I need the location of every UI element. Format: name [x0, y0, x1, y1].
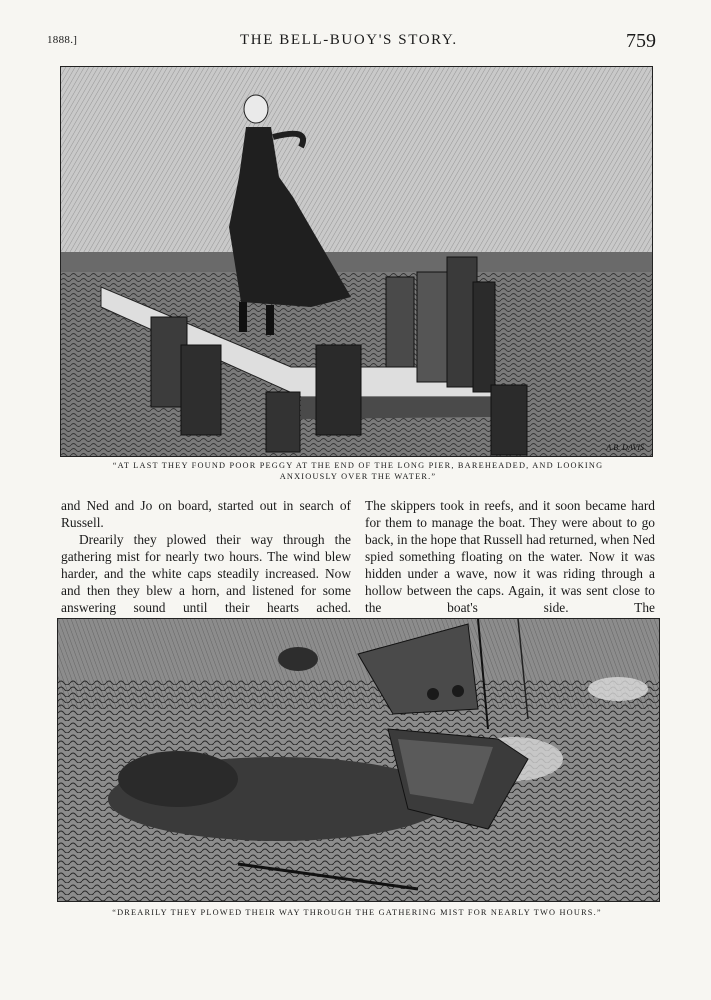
pier-engraving: [61, 67, 652, 456]
boat-engraving: [58, 619, 659, 901]
pier-illustration: [60, 66, 653, 457]
paragraph-continued: and Ned and Jo on board, started out in search of Russell.: [61, 498, 351, 530]
text-column-right: [365, 497, 655, 616]
running-head-title: THE BELL-BUOY'S STORY.: [240, 32, 458, 48]
paragraph: The skippers took in reefs, and it soon became hard for them to manage the boat. They were about to go back, in the hope that Russell had returned, when Ned spied something floating on the water. Now it was hidden under a wave, now it was riding through a hollow between the caps. Again, it was sent close to the boat's side. The: [365, 498, 655, 615]
paragraph: Drearily they plowed their way through the gathering mist for nearly two hours. The wind blew harder, and the white caps steadily increased. Now and then they blew a horn, and listened for some answering sound until their hearts ached.: [61, 532, 351, 615]
page-number: 759: [626, 30, 656, 52]
text-column-left: [61, 497, 351, 616]
pier-caption: “AT LAST THEY FOUND POOR PEGGY AT THE END OF THE LONG PIER, BAREHEADED, AND LOOKING ANXIOUSLY OVER THE WATER.”: [112, 461, 604, 481]
page-header: [0, 0, 711, 60]
boat-caption: “DREARILY THEY PLOWED THEIR WAY THROUGH THE GATHERING MIST FOR NEARLY TWO HOURS.”: [112, 908, 602, 917]
running-head-date: 1888.]: [47, 34, 78, 46]
boat-illustration: [57, 618, 660, 902]
artist-signature: A.B. DAVIS: [606, 443, 644, 452]
